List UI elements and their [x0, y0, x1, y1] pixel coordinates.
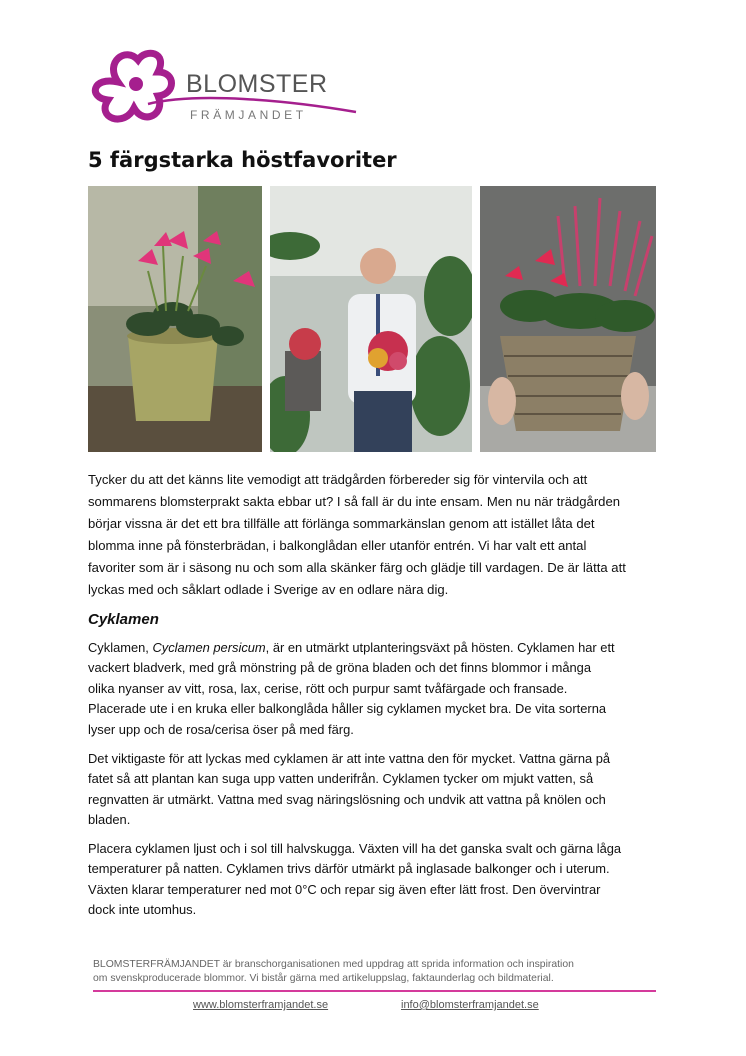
intro-line: börjar vissna är det ett bra tillfälle att förlänga sommarkänslan genom att istället låta det: [88, 516, 595, 531]
paragraph-line: [88, 638, 660, 658]
paragraph-line: regnvatten är utmärkt. Vattna med svag näringslösning och undvik att vattna på knölen och: [88, 791, 606, 807]
text-span: , är en utmärkt utplanteringsväxt på hösten. Cyklamen har ett: [265, 640, 615, 655]
intro-line: Tycker du att det känns lite vemodigt att trädgården förbereder sig för vintervila och att: [88, 472, 588, 487]
footer-line: om svenskproducerade blommor. Vi bistår gärna med artikeluppslag, faktaunderlag och bildmaterial.: [93, 972, 554, 984]
footer-divider: [93, 990, 656, 992]
brand-subname: FRÄMJANDET: [190, 108, 307, 122]
paragraph-line: temperaturer på natten. Cyklamen trivs därför utmärkt på inglasade balkonger och i uterum.: [88, 861, 610, 877]
page-title: 5 färgstarka höstfavoriter: [88, 148, 397, 172]
footer-description: [93, 958, 659, 985]
paragraph-line: vackert bladverk, med grå mönstring på de gröna bladen och det finns blommor i många: [88, 660, 592, 676]
paragraph-line: Det viktigaste för att lyckas med cyklamen är att inte vattna den för mycket. Vattna gärna på: [88, 751, 611, 766]
latin-name: Cyclamen persicum: [152, 640, 266, 655]
paragraph-line: bladen.: [88, 812, 131, 828]
text-span: Cyklamen,: [88, 640, 153, 655]
cyclamen-paragraph-3: [88, 839, 660, 921]
intro-line: sommarens blomsterprakt sakta ebbar ut? I så fall är du inte ensam. Men nu när trädgården: [88, 494, 621, 509]
photo-basket-heather: [480, 186, 656, 452]
cyclamen-paragraph-2: [88, 749, 660, 831]
photo-cyclamen-pot: [88, 186, 262, 452]
paragraph-line: fatet så att plantan kan suga upp vatten underifrån. Cyklamen tycker om mjukt vatten, så: [88, 771, 594, 787]
intro-paragraph: [88, 469, 660, 601]
intro-line: lyckas med och såklart odlade i Sverige av en odlare nära dig.: [88, 582, 449, 597]
intro-line: favoriter som är i säsong nu och som alla skänker färg och glädje till vardagen. De är lätta att: [88, 560, 626, 575]
paragraph-line: lyser upp och de rosa/cerisa öser på med färg.: [88, 721, 354, 737]
email-link[interactable]: info@blomsterframjandet.se: [401, 999, 539, 1011]
paragraph-line: Växten klarar temperaturer ned mot 0°C och repar sig även efter lätt frost. Den övervintrar: [88, 881, 601, 897]
paragraph-line: Placerade ute i en kruka eller balkonglåda håller sig cyklamen mycket bra. De vita sorterna: [88, 701, 607, 717]
brand-name: BLOMSTER: [186, 70, 328, 98]
paragraph-line: olika nyanser av vitt, rosa, lax, cerise, rött och purpur samt tvåfärgade och fransade.: [88, 680, 568, 696]
intro-line: blomma inne på fönsterbrädan, i balkonglådan eller utanför entrén. Vi har valt ett antal: [88, 538, 587, 553]
paragraph-line: dock inte utomhus.: [88, 902, 197, 918]
paragraph-line: Placera cyklamen ljust och i sol till halvskugga. Växten vill ha det ganska svalt och gärna låga: [88, 841, 622, 856]
footer-line: BLOMSTERFRÄMJANDET är branschorganisationen med uppdrag att sprida information och inspiration: [93, 959, 574, 970]
website-link[interactable]: www.blomsterframjandet.se: [193, 999, 329, 1011]
photo-man-with-hydrangea: [270, 186, 472, 452]
cyclamen-paragraph-1: [88, 638, 660, 740]
section-heading: Cyklamen: [88, 611, 159, 628]
